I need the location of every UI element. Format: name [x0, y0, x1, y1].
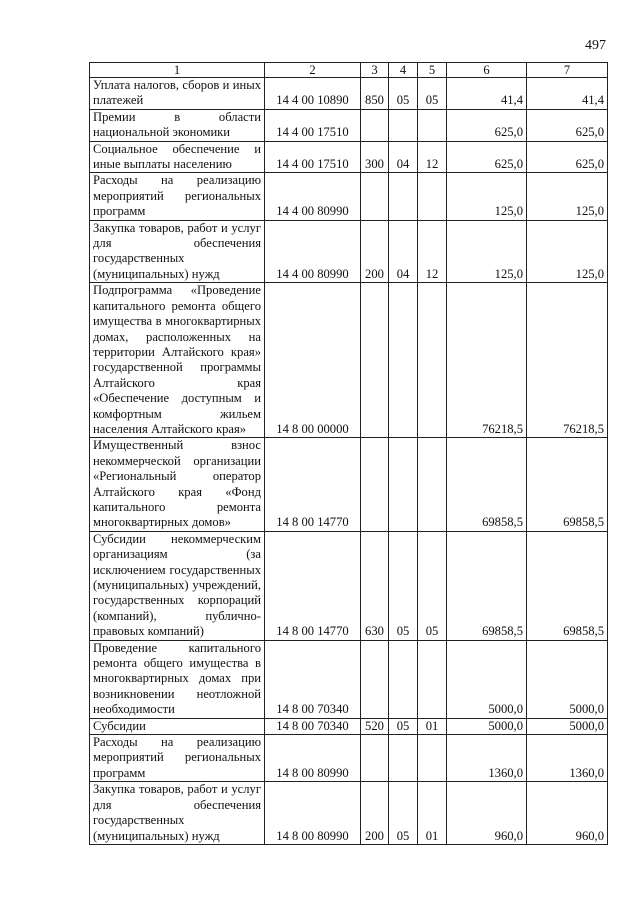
row-rz: 04 — [389, 220, 418, 283]
row-rz — [389, 438, 418, 531]
row-vr — [361, 283, 389, 438]
row-rz — [389, 640, 418, 718]
row-rz — [389, 109, 418, 141]
header-col-1: 1 — [90, 63, 265, 78]
row-pr: 12 — [418, 141, 447, 173]
row-rz — [389, 735, 418, 782]
row-pr: 01 — [418, 718, 447, 734]
row-sum1: 69858,5 — [447, 438, 527, 531]
row-vr: 200 — [361, 782, 389, 845]
row-sum1: 41,4 — [447, 78, 527, 110]
row-vr — [361, 109, 389, 141]
row-sum2: 76218,5 — [527, 283, 608, 438]
row-sum2: 1360,0 — [527, 735, 608, 782]
row-vr — [361, 173, 389, 220]
row-pr: 01 — [418, 782, 447, 845]
row-code: 14 4 00 17510 — [265, 141, 361, 173]
table-row — [90, 220, 608, 283]
row-sum1: 69858,5 — [447, 531, 527, 640]
row-pr — [418, 173, 447, 220]
row-vr: 200 — [361, 220, 389, 283]
table-row — [90, 283, 608, 438]
row-rz — [389, 173, 418, 220]
row-sum2: 125,0 — [527, 173, 608, 220]
row-vr: 300 — [361, 141, 389, 173]
row-rz: 04 — [389, 141, 418, 173]
table-row — [90, 173, 608, 220]
row-name: Расходы на реализацию мероприятий региональных программ — [90, 735, 265, 782]
row-name: Имущественный взнос некоммерческой организации «Региональный оператор Алтайского края «Фонд капитального ремонта многоквартирных домов» — [90, 438, 265, 531]
row-pr: 05 — [418, 78, 447, 110]
row-sum2: 125,0 — [527, 220, 608, 283]
row-sum2: 5000,0 — [527, 640, 608, 718]
row-vr: 520 — [361, 718, 389, 734]
row-vr — [361, 640, 389, 718]
row-sum2: 960,0 — [527, 782, 608, 845]
table-row — [90, 141, 608, 173]
header-col-3: 3 — [361, 63, 389, 78]
row-name: Закупка товаров, работ и услуг для обеспечения государственных (муниципальных) нужд — [90, 782, 265, 845]
row-code: 14 4 00 80990 — [265, 173, 361, 220]
row-rz: 05 — [389, 782, 418, 845]
row-name: Уплата налогов, сборов и иных платежей — [90, 78, 265, 110]
header-col-2: 2 — [265, 63, 361, 78]
table-row — [90, 78, 608, 110]
budget-table — [89, 62, 608, 845]
row-sum1: 5000,0 — [447, 718, 527, 734]
row-code: 14 4 00 10890 — [265, 78, 361, 110]
row-pr — [418, 283, 447, 438]
row-vr: 630 — [361, 531, 389, 640]
row-pr: 05 — [418, 531, 447, 640]
row-name: Социальное обеспечение и иные выплаты населению — [90, 141, 265, 173]
row-code: 14 8 00 70340 — [265, 718, 361, 734]
row-name: Проведение капитального ремонта общего имущества в многоквартирных домах при возникновении неотложной необходимости — [90, 640, 265, 718]
row-sum2: 625,0 — [527, 109, 608, 141]
header-col-6: 6 — [447, 63, 527, 78]
row-vr — [361, 735, 389, 782]
table-row — [90, 718, 608, 734]
row-code: 14 8 00 00000 — [265, 283, 361, 438]
table-row — [90, 531, 608, 640]
row-sum1: 625,0 — [447, 141, 527, 173]
header-col-5: 5 — [418, 63, 447, 78]
row-rz — [389, 283, 418, 438]
row-code: 14 8 00 14770 — [265, 438, 361, 531]
row-name: Субсидии — [90, 718, 265, 734]
header-col-7: 7 — [527, 63, 608, 78]
row-name: Расходы на реализацию мероприятий региональных программ — [90, 173, 265, 220]
row-code: 14 4 00 80990 — [265, 220, 361, 283]
row-code: 14 4 00 17510 — [265, 109, 361, 141]
row-pr — [418, 438, 447, 531]
table-row — [90, 109, 608, 141]
row-rz: 05 — [389, 531, 418, 640]
row-rz: 05 — [389, 78, 418, 110]
row-code: 14 8 00 80990 — [265, 782, 361, 845]
header-col-4: 4 — [389, 63, 418, 78]
row-sum2: 625,0 — [527, 141, 608, 173]
row-pr — [418, 640, 447, 718]
row-sum2: 41,4 — [527, 78, 608, 110]
row-code: 14 8 00 14770 — [265, 531, 361, 640]
row-name: Субсидии некоммерческим организациям (за исключением государственных (муниципальных) учреждений, государственных корпораций (компаний), публично-правовых компаний) — [90, 531, 265, 640]
row-name: Подпрограмма «Проведение капитального ремонта общего имущества в многоквартирных домах, расположенных на территории Алтайского края» государственной программы Алтайского края «Обеспечение доступным и комфортным жильем населения Алтайского края» — [90, 283, 265, 438]
row-sum1: 125,0 — [447, 220, 527, 283]
row-rz: 05 — [389, 718, 418, 734]
row-sum1: 5000,0 — [447, 640, 527, 718]
header-row — [90, 63, 608, 78]
row-name: Закупка товаров, работ и услуг для обеспечения государственных (муниципальных) нужд — [90, 220, 265, 283]
row-sum2: 69858,5 — [527, 531, 608, 640]
page-number: 497 — [585, 38, 606, 53]
row-vr: 850 — [361, 78, 389, 110]
row-code: 14 8 00 70340 — [265, 640, 361, 718]
row-pr — [418, 735, 447, 782]
table-row — [90, 782, 608, 845]
row-sum2: 5000,0 — [527, 718, 608, 734]
row-sum1: 960,0 — [447, 782, 527, 845]
row-sum1: 1360,0 — [447, 735, 527, 782]
row-sum2: 69858,5 — [527, 438, 608, 531]
row-pr: 12 — [418, 220, 447, 283]
row-name: Премии в области национальной экономики — [90, 109, 265, 141]
row-sum1: 125,0 — [447, 173, 527, 220]
row-sum1: 625,0 — [447, 109, 527, 141]
table-row — [90, 735, 608, 782]
row-sum1: 76218,5 — [447, 283, 527, 438]
row-vr — [361, 438, 389, 531]
row-code: 14 8 00 80990 — [265, 735, 361, 782]
table-row — [90, 438, 608, 531]
table-row — [90, 640, 608, 718]
row-pr — [418, 109, 447, 141]
